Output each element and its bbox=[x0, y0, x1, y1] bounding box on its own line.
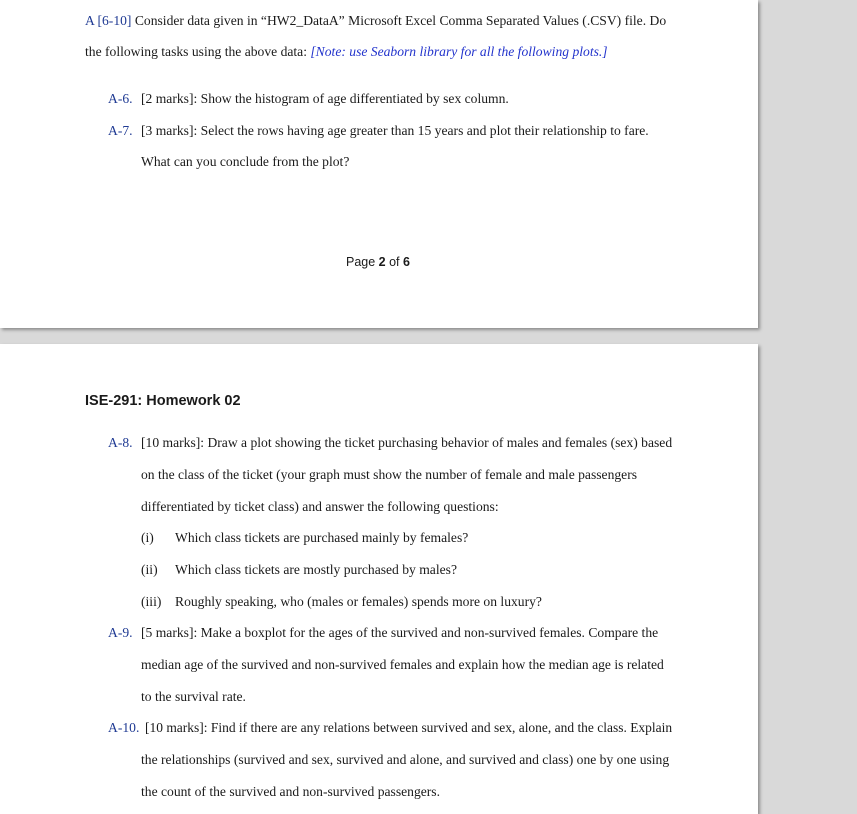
a8-q3-number: (iii) bbox=[141, 594, 162, 609]
page-current: 2 bbox=[378, 255, 386, 269]
a8-line-1: [10 marks]: Draw a plot showing the ticket purchasing behavior of males and females (sex) based bbox=[141, 435, 673, 450]
a9-label: A-9. bbox=[108, 625, 133, 640]
intro-text-1: Consider data given in “HW2_DataA” Microsoft Excel Comma Separated Values (.CSV) file. Do bbox=[131, 13, 667, 28]
intro-line-1 bbox=[85, 13, 666, 29]
a10-line-3: the count of the survived and non-survived passengers. bbox=[141, 784, 440, 799]
a7-label: A-7. bbox=[108, 123, 133, 138]
intro-line-2 bbox=[85, 44, 608, 60]
page-number: Page 2 of 6 bbox=[346, 255, 410, 269]
a9-line-2: median age of the survived and non-survived females and explain how the median age is related bbox=[141, 657, 664, 672]
document-page-2 bbox=[0, 0, 758, 328]
page-header-title: ISE-291: Homework 02 bbox=[85, 393, 241, 409]
intro-label: A [6-10] bbox=[85, 13, 132, 28]
a9-line-1: [5 marks]: Make a boxplot for the ages of the survived and non-survived females. Compare the bbox=[141, 625, 659, 640]
a8-q3-text: Roughly speaking, who (males or females) spends more on luxury? bbox=[175, 594, 542, 609]
a9-line-3: to the survival rate. bbox=[141, 689, 246, 704]
a8-q2-text: Which class tickets are mostly purchased by males? bbox=[175, 562, 457, 577]
document-page-3 bbox=[0, 344, 758, 814]
a7-line-1: [3 marks]: Select the rows having age greater than 15 years and plot their relationship to fare. bbox=[141, 123, 649, 138]
a10-label: A-10. bbox=[108, 720, 140, 735]
a8-label: A-8. bbox=[108, 435, 133, 450]
a8-q1-text: Which class tickets are purchased mainly by females? bbox=[175, 530, 469, 545]
a7-line-2: What can you conclude from the plot? bbox=[141, 154, 350, 169]
a8-q2-number: (ii) bbox=[141, 562, 158, 577]
page-total: 6 bbox=[403, 255, 410, 269]
intro-text-2: the following tasks using the above data: bbox=[85, 44, 311, 59]
seaborn-note: [Note: use Seaborn library for all the following plots.] bbox=[310, 44, 608, 59]
a8-q1-number: (i) bbox=[141, 530, 154, 545]
a8-line-3: differentiated by ticket class) and answer the following questions: bbox=[141, 499, 499, 514]
a10-line-1: [10 marks]: Find if there are any relations between survived and sex, alone, and the class. Explain bbox=[145, 720, 673, 735]
a6-label: A-6. bbox=[108, 91, 133, 106]
a6-text: [2 marks]: Show the histogram of age differentiated by sex column. bbox=[141, 91, 509, 106]
a8-line-2: on the class of the ticket (your graph must show the number of female and male passengers bbox=[141, 467, 638, 482]
a10-line-2: the relationships (survived and sex, survived and alone, and survived and class) one by one using bbox=[141, 752, 670, 767]
